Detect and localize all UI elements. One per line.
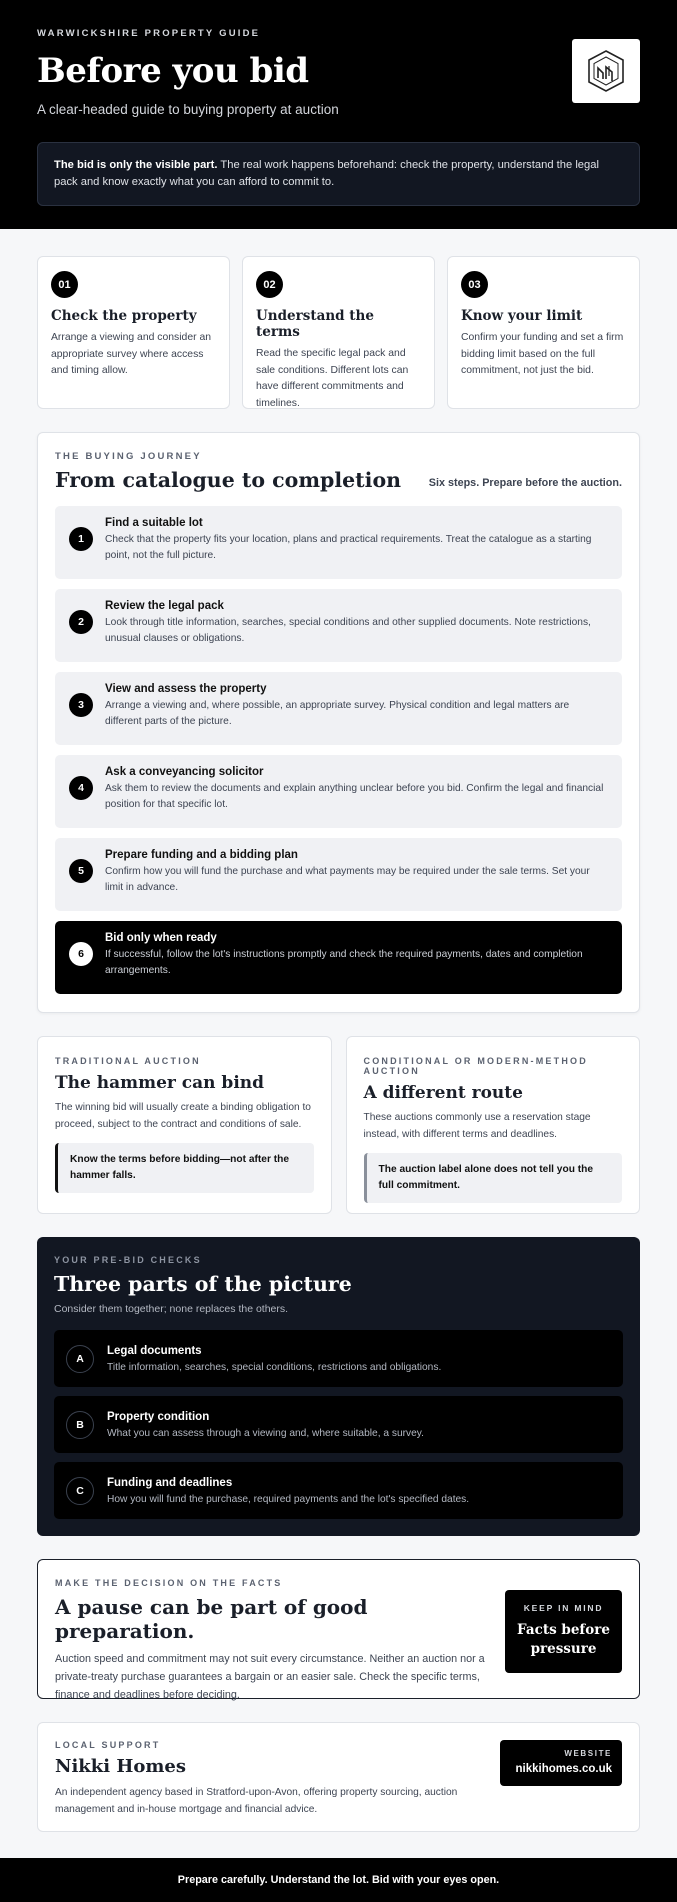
- auction-card-conditional: [346, 1036, 641, 1214]
- journey-step-title: View and assess the property: [105, 683, 267, 695]
- journey-step-title: Review the legal pack: [105, 600, 224, 612]
- step-number: 01: [51, 271, 78, 298]
- check-letter: B: [66, 1411, 94, 1439]
- guide-eyebrow: WARWICKSHIRE PROPERTY GUIDE: [37, 28, 261, 39]
- key-step-card: [37, 256, 230, 409]
- auction-title: The hammer can bind: [55, 1073, 265, 1093]
- key-step-card: [447, 256, 640, 409]
- check-item: [54, 1462, 623, 1519]
- decision-eyebrow: MAKE THE DECISION ON THE FACTS: [55, 1578, 283, 1588]
- check-item: [54, 1330, 623, 1387]
- website-label: WEBSITE: [564, 1749, 612, 1758]
- checks-eyebrow: YOUR PRE-BID CHECKS: [54, 1255, 202, 1265]
- keep-in-mind-line1: Facts before: [517, 1622, 610, 1638]
- journey-step-title: Prepare funding and a bidding plan: [105, 849, 298, 861]
- journey-step: [55, 672, 622, 745]
- check-item: [54, 1396, 623, 1453]
- auction-callout: Know the terms before bidding—not after the hammer falls.: [55, 1143, 314, 1193]
- step-text: Arrange a viewing and consider an appropriate survey where access and timing allow.: [51, 332, 211, 376]
- step-text: Confirm your funding and set a firm bidding limit based on the full commitment, not just the bid.: [461, 332, 624, 376]
- auction-types: [37, 1036, 640, 1214]
- check-letter: A: [66, 1345, 94, 1373]
- decision-title: A pause can be part of good preparation.: [55, 1595, 368, 1643]
- checks-subtitle: Consider them together; none replaces the others.: [54, 1303, 289, 1315]
- journey-eyebrow: THE BUYING JOURNEY: [55, 451, 202, 462]
- local-support: [37, 1722, 640, 1832]
- journey-steps: [55, 506, 622, 994]
- check-text: What you can assess through a viewing and, where suitable, a survey.: [107, 1427, 424, 1439]
- step-title: Check the property: [51, 308, 197, 324]
- hero-header: [0, 0, 677, 229]
- pre-bid-checks: [37, 1237, 640, 1536]
- auction-text: The winning bid will usually create a binding obligation to proceed, subject to the contract and conditions of sale.: [55, 1102, 311, 1130]
- auction-eyebrow: CONDITIONAL OR MODERN-METHOD AUCTION: [363, 1056, 588, 1076]
- journey-step-text: Look through title information, searches, special conditions and other supplied documents. Note restrictions, unusual clauses or obligations.: [105, 617, 591, 644]
- step-title: Understand the terms: [256, 308, 374, 340]
- page-title: Before you bid: [37, 51, 309, 91]
- decision-text: Auction speed and commitment may not suit every circumstance. Neither an auction nor a private-treaty purchase guarantees a bargain or an easier sale. Check the specific terms, finance and deadlines before deciding.: [55, 1653, 485, 1701]
- auction-text: These auctions commonly use a reservation stage instead, with different terms and deadlines.: [363, 1112, 591, 1140]
- check-letter: C: [66, 1477, 94, 1505]
- page-subtitle: A clear-headed guide to buying property at auction: [37, 102, 339, 117]
- checks-title: Three parts of the picture: [54, 1272, 352, 1296]
- auction-title: A different route: [363, 1083, 523, 1103]
- decision-panel: [37, 1559, 640, 1699]
- page-footer: [0, 1858, 677, 1902]
- journey-step-text: If successful, follow the lot's instructions promptly and check the required payments, dates and completion arrangements.: [105, 949, 583, 976]
- journey-tagline: Six steps. Prepare before the auction.: [428, 477, 622, 489]
- journey-step-text: Ask them to review the documents and explain anything unclear before you bid. Confirm the legal and financial position for that specific lot.: [105, 783, 604, 810]
- journey-step-title: Find a suitable lot: [105, 517, 203, 529]
- website-link[interactable]: nikkihomes.co.uk: [515, 1763, 612, 1775]
- keep-in-mind-box: [505, 1590, 622, 1673]
- journey-step-text: Arrange a viewing and, where possible, an appropriate survey. Physical condition and legal matters are different parts of the picture.: [105, 700, 570, 727]
- buying-journey: [37, 432, 640, 1013]
- journey-step: [55, 589, 622, 662]
- brand-logo: [572, 39, 640, 103]
- journey-step-text: Confirm how you will fund the purchase and what payments may be required under the sale terms. Set your limit in advance.: [105, 866, 590, 893]
- check-title: Legal documents: [107, 1344, 202, 1357]
- journey-step-text: Check that the property fits your location, plans and practical requirements. Treat the catalogue as a starting point, not the full picture.: [105, 534, 592, 561]
- main-content: [0, 229, 677, 1832]
- check-title: Property condition: [107, 1410, 210, 1423]
- intro-note: [37, 142, 640, 206]
- auction-card-traditional: [37, 1036, 332, 1214]
- check-text: How you will fund the purchase, required payments and the lot's specified dates.: [107, 1493, 470, 1505]
- step-number: 02: [256, 271, 283, 298]
- intro-note-text: The real work happens beforehand: check the property, understand the legal pack and know exactly what you can afford to commit to.: [54, 159, 599, 188]
- auction-eyebrow: TRADITIONAL AUCTION: [55, 1056, 201, 1066]
- journey-step-number: 4: [69, 776, 93, 800]
- intro-note-bold: The bid is only the visible part.: [54, 159, 218, 171]
- journey-step-title: Bid only when ready: [105, 932, 217, 944]
- journey-step-number: 2: [69, 610, 93, 634]
- check-title: Funding and deadlines: [107, 1476, 233, 1489]
- journey-step: [55, 838, 622, 911]
- journey-step: [55, 755, 622, 828]
- journey-step-title: Ask a conveyancing solicitor: [105, 766, 264, 778]
- local-eyebrow: LOCAL SUPPORT: [55, 1740, 161, 1750]
- keep-in-mind-label: KEEP IN MIND: [523, 1603, 604, 1613]
- keep-in-mind-line2: pressure: [530, 1641, 597, 1657]
- key-step-card: [242, 256, 435, 409]
- journey-step-number: 6: [69, 942, 93, 966]
- check-list: [54, 1330, 623, 1519]
- check-text: Title information, searches, special conditions, restrictions and obligations.: [107, 1361, 442, 1373]
- step-number: 03: [461, 271, 488, 298]
- journey-step-number: 1: [69, 527, 93, 551]
- agency-name: Nikki Homes: [55, 1756, 186, 1777]
- step-text: Read the specific legal pack and sale conditions. Different lots can have different commitments and timelines.: [256, 348, 409, 409]
- journey-step-final: [55, 921, 622, 994]
- house-cube-logo-icon: [584, 48, 628, 94]
- key-steps: [37, 256, 640, 409]
- agency-description: An independent agency based in Stratford-upon-Avon, offering property sourcing, auction management and in-house mortgage and financial advice.: [55, 1787, 458, 1815]
- auction-callout: The auction label alone does not tell you the full commitment.: [364, 1153, 623, 1203]
- footer-text: Prepare carefully. Understand the lot. Bid with your eyes open.: [177, 1874, 500, 1886]
- journey-step-number: 3: [69, 693, 93, 717]
- journey-step: [55, 506, 622, 579]
- journey-step-number: 5: [69, 859, 93, 883]
- journey-title: From catalogue to completion: [55, 468, 402, 492]
- website-box: [500, 1740, 622, 1786]
- step-title: Know your limit: [461, 308, 583, 324]
